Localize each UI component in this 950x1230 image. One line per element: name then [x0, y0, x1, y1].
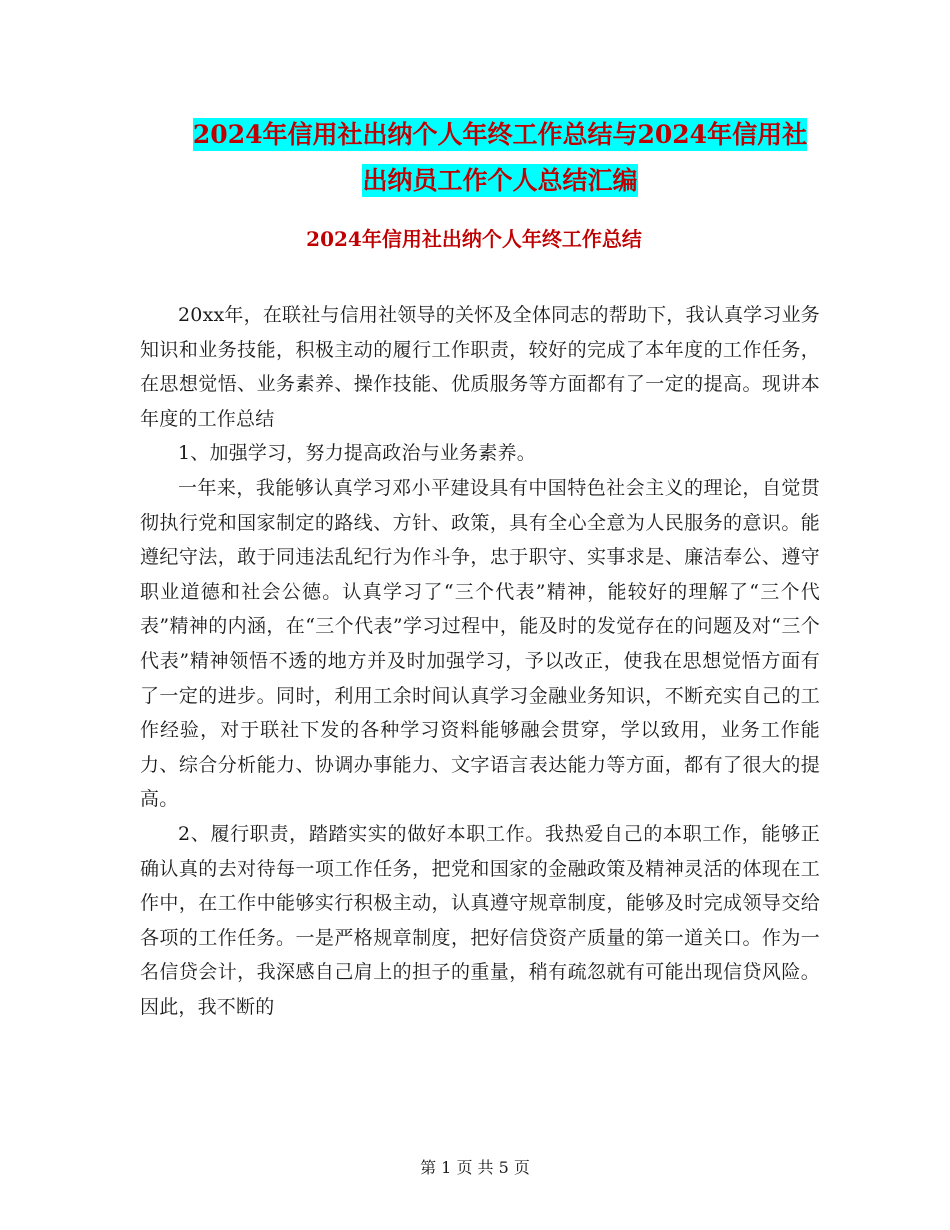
paragraph-study: 一年来，我能够认真学习邓小平建设具有中国特色社会主义的理论，自觉贯彻执行党和国家制定的路线、方针、政策，具有全心全意为人民服务的意识。能遵纪守法，敢于同违法乱纪行为作斗争，忠于职守、实事求是、廉洁奉公、遵守职业道德和社会公德。认真学习了“三个代表”精神，能较好的理解了“三个代表”精神的内涵，在“三个代表”学习过程中，能及时的发觉存在的问题及对“三个代表”精神领悟不透的地方并及时加强学习，予以改正，使我在思想觉悟方面有了一定的进步。同时，利用工余时间认真学习金融业务知识，不断充实自己的工作经验，对于联社下发的各种学习资料能够融会贯穿，学以致用，业务工作能力、综合分析能力、协调办事能力、文字语言表达能力等方面，都有了很大的提高。 — [140, 476, 820, 811]
document-title — [140, 112, 860, 204]
paragraph-intro: 20xx年，在联社与信用社领导的关怀及全体同志的帮助下，我认真学习业务知识和业务技能，积极主动的履行工作职责，较好的完成了本年度的工作任务，在思想觉悟、业务素养、操作技能、优质服务等方面都有了一定的提高。现讲本年度的工作总结 — [140, 304, 820, 430]
document-body — [140, 298, 820, 1024]
document-title-line-1: 2024年信用社出纳个人年终工作总结与2024年信用社 — [192, 120, 808, 149]
paragraph-duties: 2、履行职责，踏踏实实的做好本职工作。我热爱自己的本职工作，能够正确认真的去对待每一项工作任务，把党和国家的金融政策及精神灵活的体现在工作中，在工作中能够实行积极主动，认真遵守规章制度，能够及时完成领导交给各项的工作任务。一是严格规章制度，把好信贷资产质量的第一道关口。作为一名信贷会计，我深感自己肩上的担子的重量，稍有疏忽就有可能出现信贷风险。因此，我不断的 — [140, 822, 820, 1018]
paragraph-heading-1: 1、加强学习，努力提高政治与业务素养。 — [178, 442, 536, 465]
section-title: 2024年信用社出纳个人年终工作总结 — [306, 227, 642, 251]
document-title-line-2: 出纳员工作个人总结汇编 — [362, 166, 638, 195]
page-number-footer: 第 1 页 共 5 页 — [420, 1158, 530, 1177]
